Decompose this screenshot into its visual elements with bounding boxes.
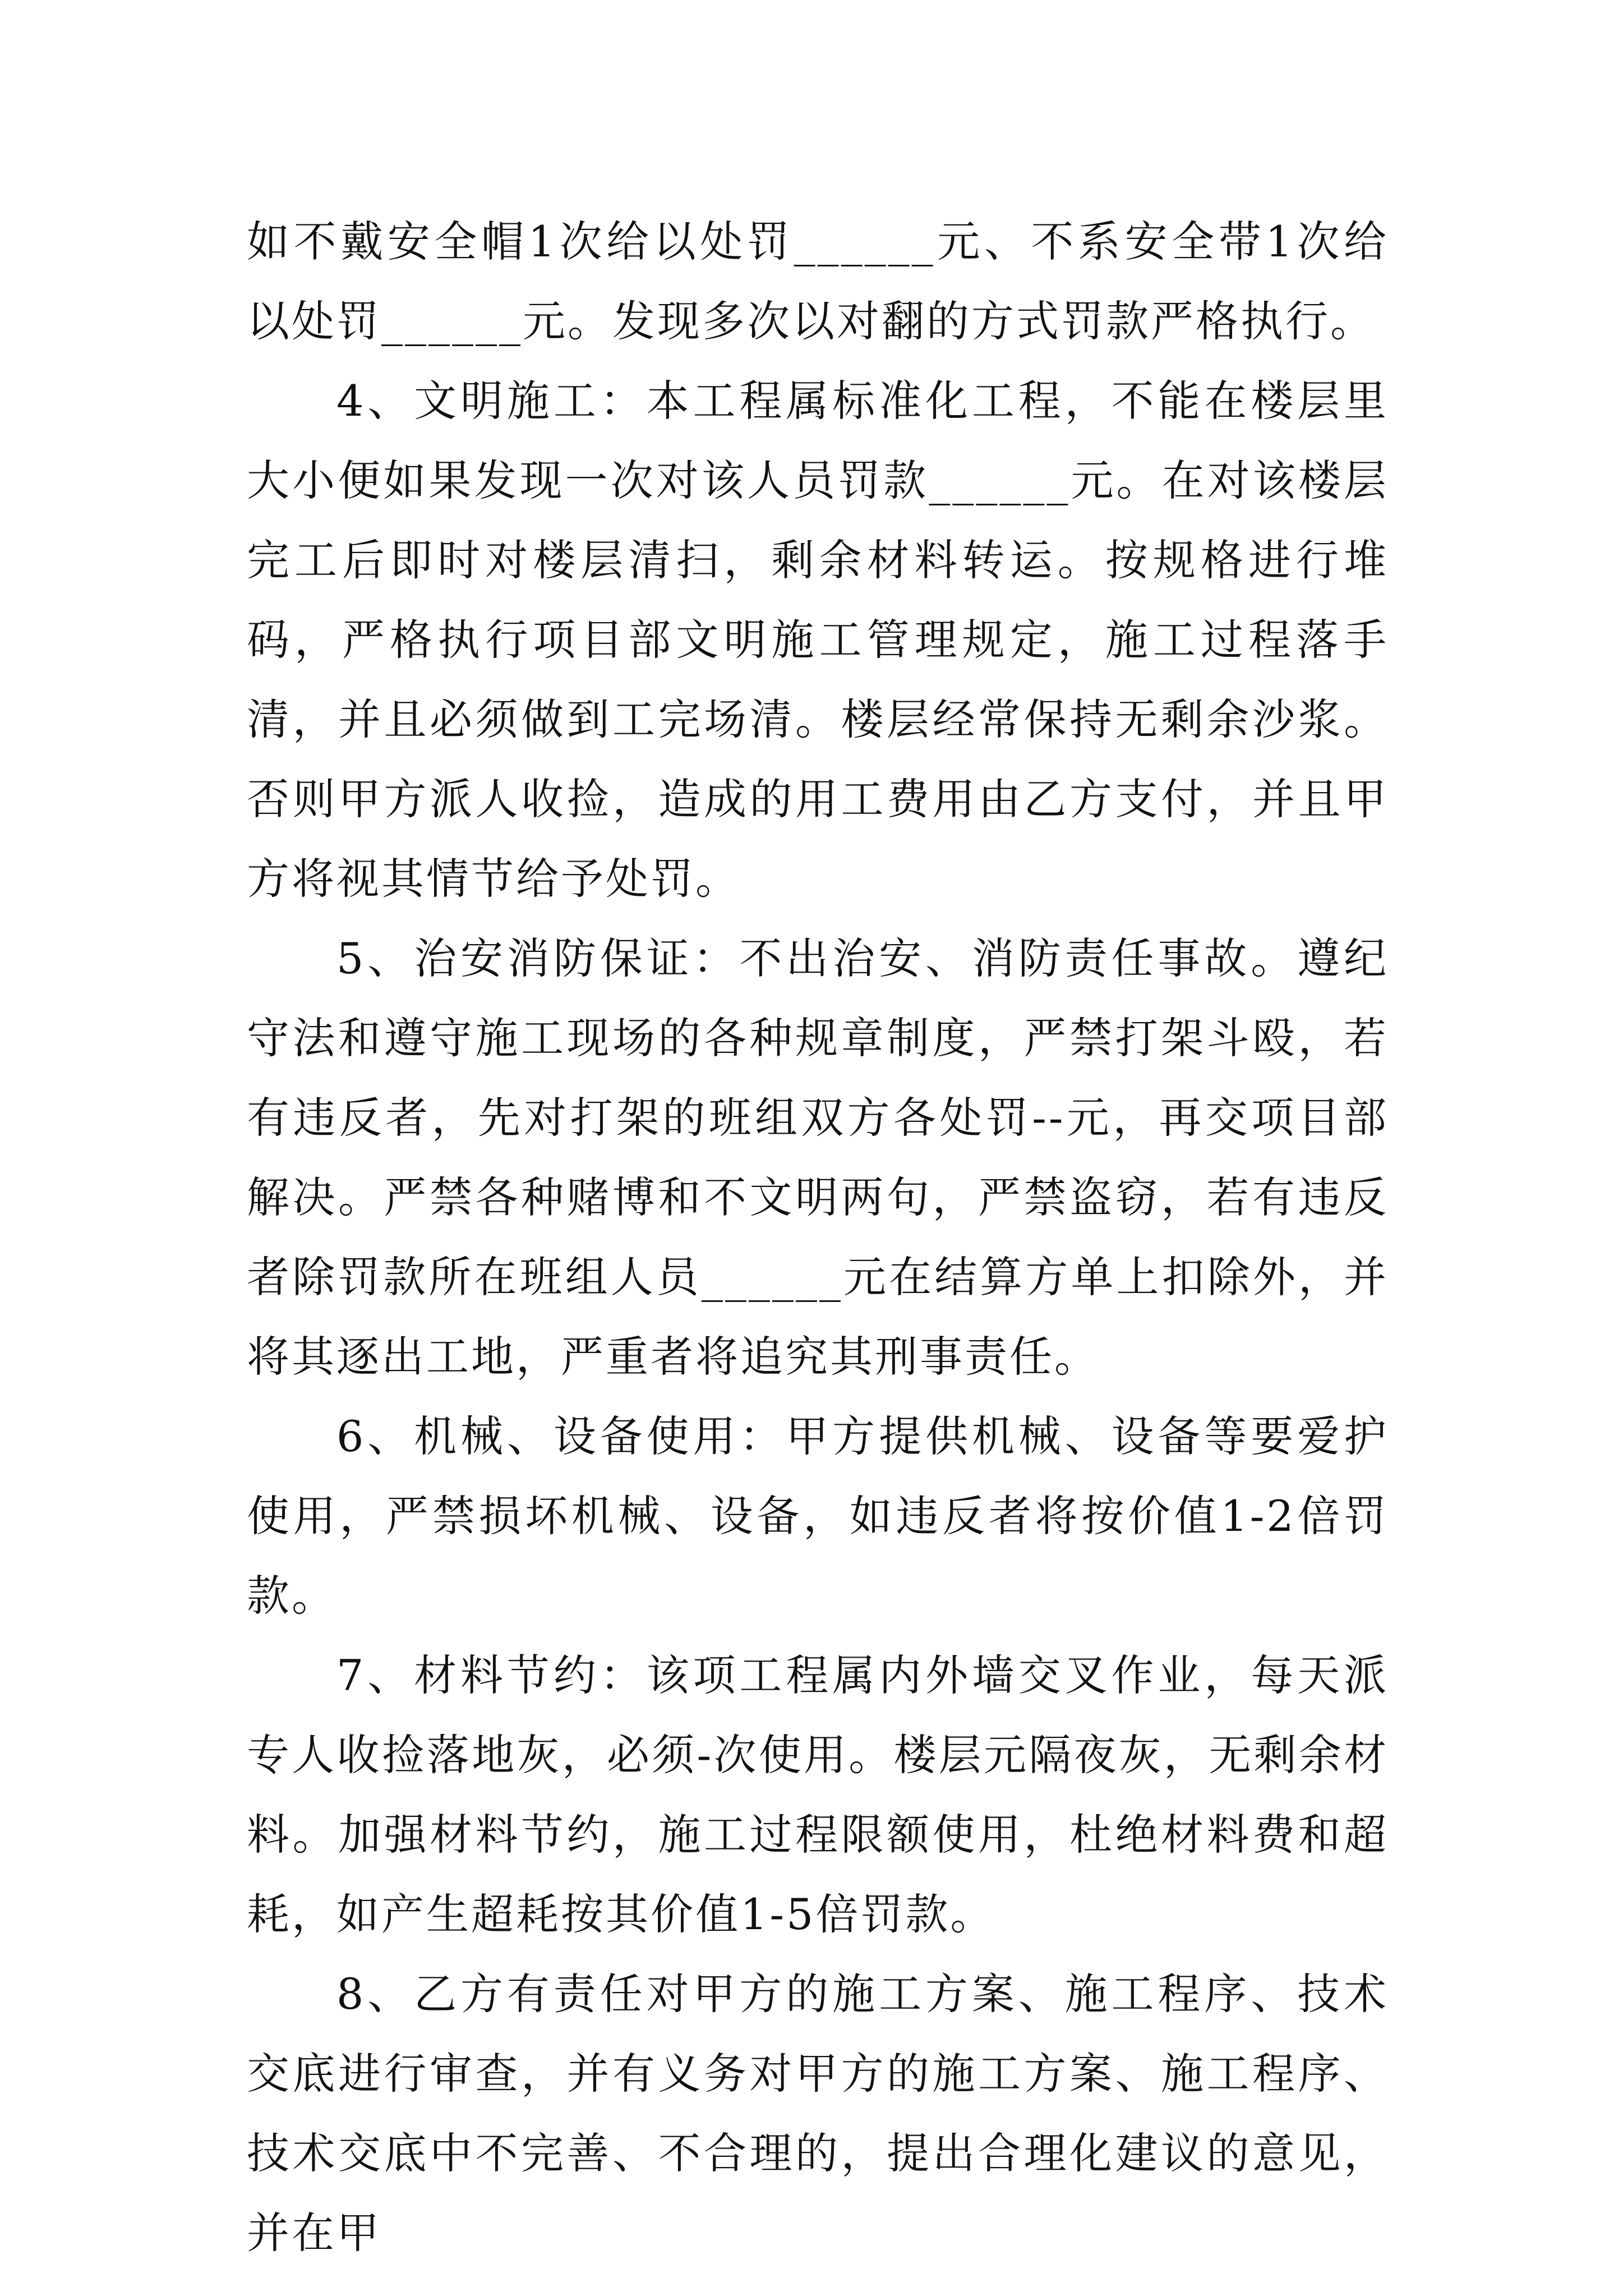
paragraph-civilized-construction: 4、文明施工：本工程属标准化工程，不能在楼层里大小便如果发现一次对该人员罚款______元。在对该楼层完工后即时对楼层清扫，剩余材料转运。按规格进行堆码，严格执行项目部文明施工管理规定，施工过程落手清，并且必须做到工完场清。楼层经常保持无剩余沙浆。否则甲方派人收捡，造成的用工费用由乙方支付，并且甲方将视其情节给予处罚。: [247, 376, 1389, 904]
document-body: [247, 202, 1389, 2273]
paragraph-material-saving: 7、材料节约：该项工程属内外墙交叉作业，每天派专人收捡落地灰，必须-次使用。楼层元隔夜灰，无剩余材料。加强材料节约，施工过程限额使用，杜绝材料费和超耗，如产生超耗按其价值1-5倍罚款。: [247, 1650, 1389, 1939]
paragraph-machinery-equipment: 6、机械、设备使用：甲方提供机械、设备等要爱护使用，严禁损坏机械、设备，如违反者将按价值1-2倍罚款。: [247, 1411, 1389, 1621]
paragraph-party-b-review: 8、乙方有责任对甲方的施工方案、施工程序、技术交底进行审查，并有义务对甲方的施工方案、施工程序、技术交底中不完善、不合理的，提出合理化建议的意见，并在甲: [247, 1969, 1389, 2258]
paragraph-security-fire-protection: 5、治安消防保证：不出治安、消防责任事故。遵纪守法和遵守施工现场的各种规章制度，严禁打架斗殴，若有违反者，先对打架的班组双方各处罚--元，再交项目部解决。严禁各种赌博和不文明两句，严禁盗窃，若有违反者除罚款所在班组人员______元在结算方单上扣除外，并将其逐出工地，严重者将追究其刑事责任。: [247, 933, 1389, 1382]
paragraph-continuation: 如不戴安全帽1次给以处罚______元、不系安全带1次给以处罚______元。发现多次以对翻的方式罚款严格执行。: [247, 217, 1389, 346]
